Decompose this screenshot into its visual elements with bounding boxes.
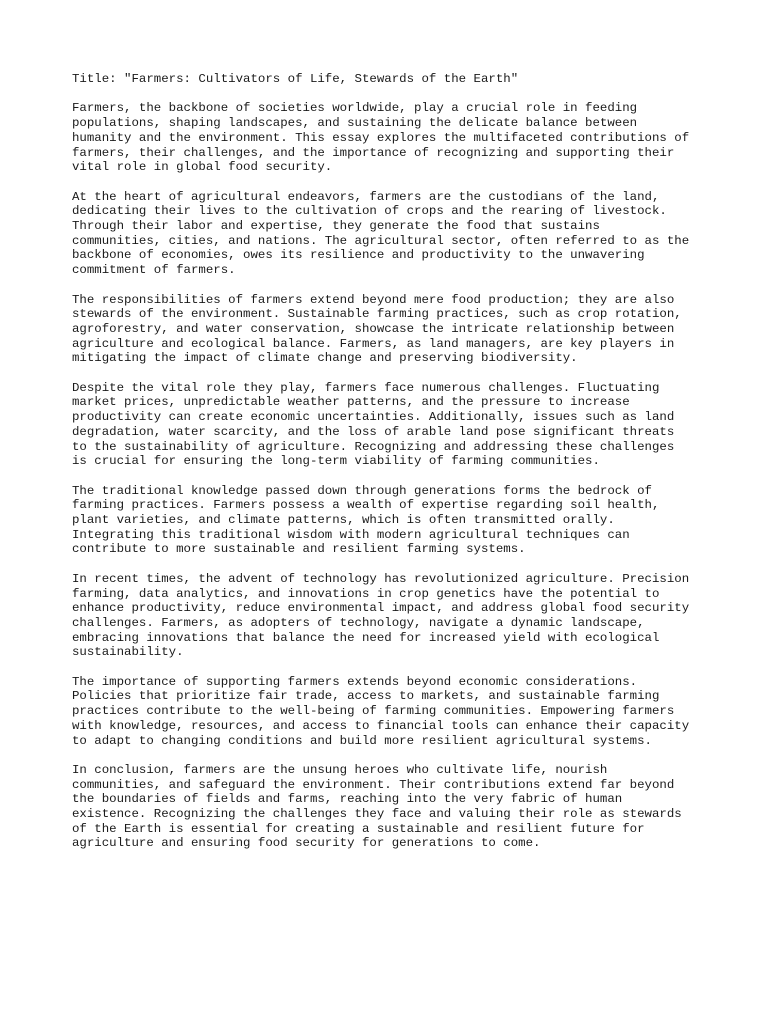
paragraph-line: agroforestry, and water conservation, showcase the intricate relationship between	[72, 321, 675, 336]
paragraph-line: is crucial for ensuring the long-term viability of farming communities.	[72, 454, 600, 469]
paragraph-line: practices contribute to the well-being of farming communities. Empowering farmers	[72, 704, 675, 719]
document-title: Title: "Farmers: Cultivators of Life, Stewards of the Earth"	[72, 72, 519, 86]
paragraph-line: In conclusion, farmers are the unsung heroes who cultivate life, nourish	[72, 762, 608, 777]
paragraph-line: communities, and safeguard the environment. Their contributions extend far beyond	[72, 777, 675, 792]
paragraph-line: mitigating the impact of climate change and preserving biodiversity.	[72, 351, 578, 366]
paragraph-line: productivity can create economic uncertainties. Additionally, issues such as land	[72, 410, 675, 425]
paragraph-line: vital role in global food security.	[72, 160, 333, 175]
paragraph-line: The responsibilities of farmers extend beyond mere food production; they are also	[72, 292, 675, 307]
paragraph-line: The traditional knowledge passed down through generations forms the bedrock of	[72, 483, 652, 498]
paragraph	[72, 572, 702, 660]
paragraph-line: dedicating their lives to the cultivation of crops and the rearing of livestock.	[72, 204, 667, 219]
paragraph-line: stewards of the environment. Sustainable farming practices, such as crop rotation,	[72, 307, 682, 322]
paragraph-line: Through their labor and expertise, they generate the food that sustains	[72, 219, 600, 233]
paragraph-line: In recent times, the advent of technology has revolutionized agriculture. Precision	[72, 571, 690, 586]
paragraph-line: farmers, their challenges, and the importance of recognizing and supporting their	[72, 145, 675, 160]
paragraph-line: backbone of economies, owes its resilience and productivity to the unwavering	[72, 248, 645, 263]
paragraph-line: The importance of supporting farmers extends beyond economic considerations.	[72, 674, 638, 689]
paragraph-line: farming practices. Farmers possess a wealth of expertise regarding soil health,	[72, 498, 660, 513]
paragraph-line: to the sustainability of agriculture. Recognizing and addressing these challenges	[72, 439, 675, 454]
paragraph	[72, 484, 702, 558]
paragraph-line: plant varieties, and climate patterns, which is often transmitted orally.	[72, 513, 615, 528]
paragraph	[72, 101, 702, 175]
paragraph-line: sustainability.	[72, 645, 184, 660]
document-body	[72, 72, 702, 866]
paragraph-line: contribute to more sustainable and resilient farming systems.	[72, 542, 526, 557]
paragraph-line: commitment of farmers.	[72, 263, 236, 278]
paragraph-line: farming, data analytics, and innovations in crop genetics have the potential to	[72, 586, 660, 601]
paragraph-line: of the Earth is essential for creating a sustainable and resilient future for	[72, 821, 645, 836]
paragraph-line: embracing innovations that balance the need for increased yield with ecological	[72, 630, 660, 645]
paragraph-line: challenges. Farmers, as adopters of technology, navigate a dynamic landscape,	[72, 615, 645, 630]
paragraph-line: Farmers, the backbone of societies worldwide, play a crucial role in feeding	[72, 101, 638, 116]
paragraph	[72, 763, 702, 851]
paragraph-line: the boundaries of fields and farms, reaching into the very fabric of human	[72, 792, 623, 807]
paragraph-line: Despite the vital role they play, farmers face numerous challenges. Fluctuating	[72, 380, 660, 395]
paragraph-line: enhance productivity, reduce environmental impact, and address global food security	[72, 601, 690, 616]
paragraph	[72, 381, 702, 469]
paragraph-line: populations, shaping landscapes, and sustaining the delicate balance between	[72, 116, 638, 131]
paragraph	[72, 190, 702, 278]
paragraph	[72, 293, 702, 367]
paragraph-line: agriculture and ensuring food security for generations to come.	[72, 836, 541, 851]
paragraph-line: Policies that prioritize fair trade, access to markets, and sustainable farming	[72, 689, 660, 704]
paragraph-line: agriculture and ecological balance. Farmers, as land managers, are key players in	[72, 336, 675, 351]
paragraph-line: degradation, water scarcity, and the loss of arable land pose significant threats	[72, 424, 675, 439]
paragraph-line: humanity and the environment. This essay explores the multifaceted contributions of	[72, 130, 690, 145]
paragraph-line: At the heart of agricultural endeavors, farmers are the custodians of the land,	[72, 189, 660, 204]
paragraph-line: communities, cities, and nations. The agricultural sector, often referred to as the	[72, 233, 690, 248]
paragraph-line: existence. Recognizing the challenges they face and valuing their role as stewards	[72, 807, 682, 822]
paragraph-line: to adapt to changing conditions and build more resilient agricultural systems.	[72, 733, 652, 748]
paragraph-line: Integrating this traditional wisdom with modern agricultural techniques can	[72, 527, 630, 542]
paragraph-line: market prices, unpredictable weather patterns, and the pressure to increase	[72, 395, 630, 410]
paragraph	[72, 675, 702, 749]
paragraph-line: with knowledge, resources, and access to financial tools can enhance their capacity	[72, 718, 690, 733]
paragraph-list	[72, 101, 702, 851]
